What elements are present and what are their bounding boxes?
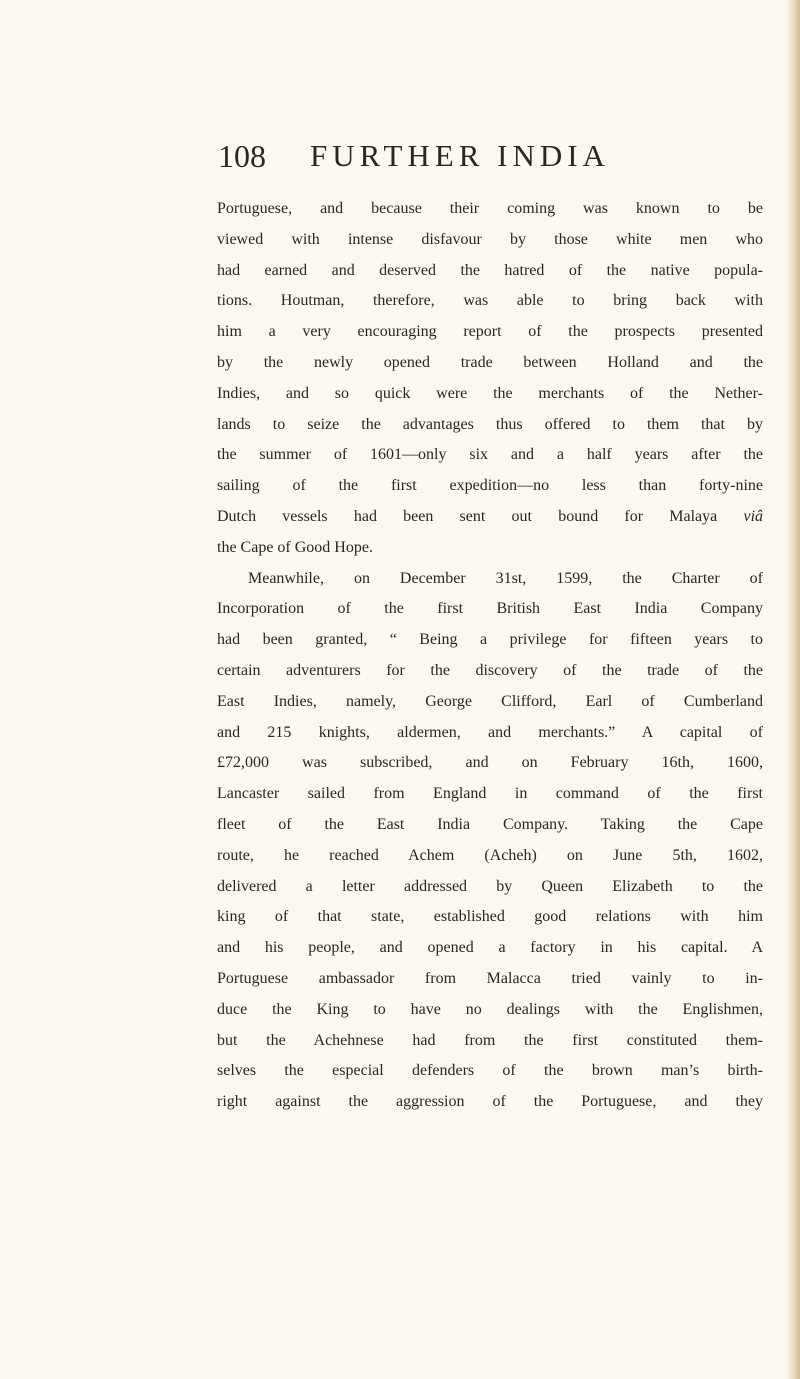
paragraph-end-line: the Cape of Good Hope. (217, 538, 373, 556)
text-line-segment: Dutch vessels had been sent out bound for Malaya (217, 507, 718, 525)
text-line: viewed with intense disfavour by those white men who (217, 230, 763, 248)
paragraph-start-line: Meanwhile, on December 31st, 1599, the Charter of (248, 569, 763, 587)
italic-via: viâ (743, 507, 764, 525)
text-line: Portuguese, and because their coming was known to be (217, 200, 763, 217)
text-line: king of that state, established good relations with him (217, 908, 763, 926)
text-line: fleet of the East India Company. Taking the Cape (217, 815, 763, 833)
running-title: FURTHER INDIA (310, 138, 610, 173)
text-line: Indies, and so quick were the merchants of the Nether- (217, 384, 763, 402)
page-number: 108 (218, 138, 266, 174)
running-header (218, 136, 658, 180)
text-line: but the Achehnese had from the first constituted them- (217, 1031, 763, 1049)
text-line: Incorporation of the first British East India Company (217, 600, 763, 618)
page-edge-shading (786, 0, 800, 1379)
text-line: £72,000 was subscribed, and on February 16th, 1600, (217, 754, 763, 772)
text-line: him a very encouraging report of the prospects presented (217, 323, 763, 341)
text-line: East Indies, namely, George Clifford, Earl of Cumberland (217, 692, 763, 710)
text-line: by the newly opened trade between Holland and the (217, 353, 763, 371)
text-line: the summer of 1601—only six and a half years after the (217, 446, 763, 464)
text-line: selves the especial defenders of the brown man’s birth- (217, 1062, 763, 1080)
text-line: Lancaster sailed from England in command of the first (217, 785, 763, 803)
text-line: duce the King to have no dealings with the Englishmen, (217, 1000, 763, 1018)
text-line: and his people, and opened a factory in his capital. A (217, 939, 763, 957)
text-line: lands to seize the advantages thus offered to them that by (217, 415, 763, 433)
text-line: had been granted, “ Being a privilege for fifteen years to (217, 631, 763, 649)
text-line: route, he reached Achem (Acheh) on June 5th, 1602, (217, 846, 763, 864)
text-line: had earned and deserved the hatred of the native popula- (217, 261, 763, 279)
text-line: right against the aggression of the Portuguese, and they (217, 1093, 763, 1111)
text-line: delivered a letter addressed by Queen Elizabeth to the (217, 877, 763, 895)
text-line-with-italic (217, 508, 763, 539)
text-line: tions. Houtman, therefore, was able to bring back with (217, 292, 763, 310)
text-line: certain adventurers for the discovery of the trade of the (217, 661, 763, 679)
text-line: Portuguese ambassador from Malacca tried vainly to in- (217, 969, 763, 987)
text-line: and 215 knights, aldermen, and merchants.” A capital of (217, 723, 763, 741)
body-text (217, 200, 763, 1124)
text-line: sailing of the first expedition—no less than forty-nine (217, 477, 763, 495)
